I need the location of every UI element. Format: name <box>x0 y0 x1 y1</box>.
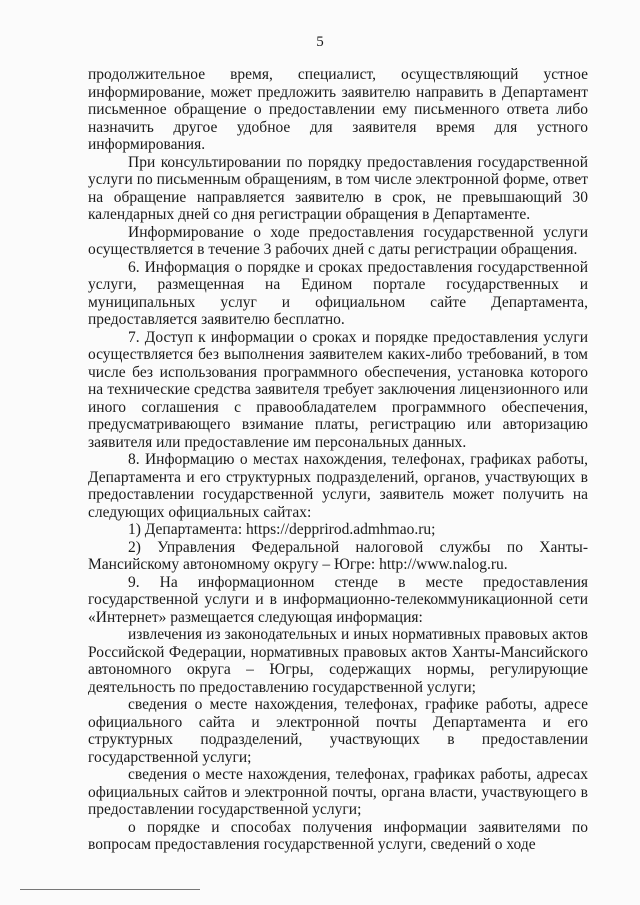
paragraph: извлечения из законодательных и иных нормативных правовых актов Российской Федерации, нормативных правовых актов Ханты-Мансийского автономного округа – Югры, содержащих нормы, регулирующие деятельность по предоставлению государственной услуги; <box>88 626 588 696</box>
paragraph: Информирование о ходе предоставления государственной услуги осуществляется в течение 3 рабочих дней с даты регистрации обращения. <box>88 223 588 258</box>
list-item: 1) Департамента: https://depprirod.admhmao.ru; <box>128 521 436 538</box>
paragraph: 7. Доступ к информации о сроках и порядке предоставления услуги осуществляется без выполнения заявителем каких-либо требований, в том числе без использования программного обеспечения, установка которого на технические средства заявителя требует заключения лицензионного или иного соглашения с правообладателем программного обеспечения, предусматривающего взимание платы, регистрацию или авторизацию заявителя или предоставление им персональных данных. <box>88 328 588 451</box>
paragraph: 9. На информационном стенде в месте предоставления государственной услуги и в информационно-телекоммуникационной сети «Интернет» размещается следующая информация: <box>88 573 588 626</box>
paragraph: При консультировании по порядку предоставления государственной услуги по письменным обращениям, в том числе электронной форме, ответ на обращение направляется заявителю в срок, не превышающий 30 календарных дней со дня регистрации обращения в Департаменте. <box>88 153 588 223</box>
paragraph: 8. Информацию о местах нахождения, телефонах, графиках работы, Департамента и его структурных подразделений, органов, участвующих в предоставлении государственной услуги, заявитель может получить на следующих официальных сайтах: <box>88 451 588 521</box>
document-body <box>88 66 588 854</box>
page-number: 5 <box>316 34 324 50</box>
footer-rule <box>20 889 200 890</box>
paragraph: о порядке и способах получения информации заявителями по вопросам предоставления государственной услуги, сведений о ходе <box>88 818 588 853</box>
paragraph: сведения о месте нахождения, телефонах, графике работы, адресе официального сайта и электронной почты Департамента и его структурных подразделений, участвующих в предоставлении государственной услуги; <box>88 696 588 766</box>
paragraph: 6. Информация о порядке и сроках предоставления государственной услуги, размещенная на Едином портале государственных и муниципальных услуг и официальном сайте Департамента, предоставляется заявителю бесплатно. <box>88 258 588 328</box>
paragraph: сведения о месте нахождения, телефонах, графиках работы, адресах официальных сайтов и электронной почты, органа власти, участвующего в предоставлении государственной услуги; <box>88 766 588 818</box>
paragraph: продолжительное время, специалист, осуществляющий устное информирование, может предложить заявителю направить в Департамент письменное обращение о предоставлении ему письменного ответа либо назначить другое удобное для заявителя время для устного информирования. <box>88 66 588 153</box>
list-item: 2) Управления Федеральной налоговой службы по Ханты-Мансийскому автономному округу – Югре: http://www.nalog.ru. <box>88 538 588 573</box>
